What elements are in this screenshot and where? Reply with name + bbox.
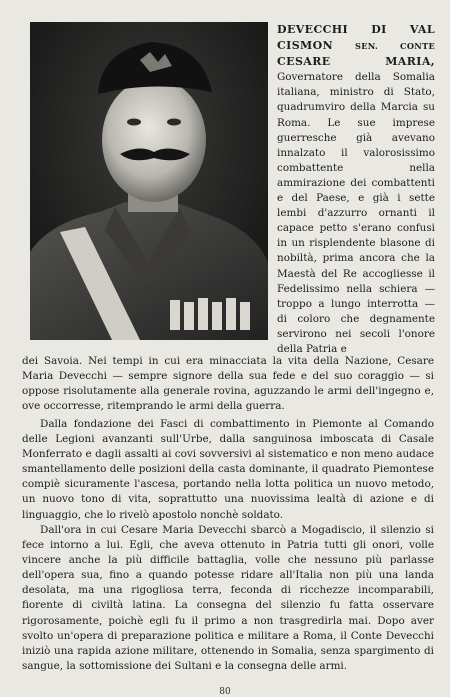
caption-column (277, 22, 435, 357)
caption-name: DEVECCHI DI VAL CISMON (277, 23, 435, 53)
portrait-photograph (30, 22, 268, 340)
caption-text: Governatore della Somalia italiana, ministro di Stato, quadrumviro della Marcia su Roma. Le sue imprese guerresche già avevano innalzato il valorosissimo combattente nella ammirazione dei combattenti e del Paese, e già i sette lembi d'azzurro ornanti il capace petto s'erano confusi in un risplendente blasone di nobiltà, prima ancora che la Maestà del Re accogliesse il Fedelissimo nella schiera — troppo a lungo interrotta — di coloro che degnamente servirono nei secoli l'onore della Patria e (277, 71, 435, 355)
paragraph-3: Dall'ora in cui Cesare Maria Devecchi sbarcò a Mogadiscio, il silenzio si fece intorno a lui. Egli, che aveva ottenuto in Patria tutti gli onori, volle vincere anche la più difficile battaglia, volle che nessuno più parlasse dell'opera sua, fino a quando potesse ridare all'Italia non più una landa desolata, ma una rigogliosa terra, feconda di ricchezze incomparabili, fiorente di civiltà latina. La consegna del silenzio fu fatta osservare rigorosamente, poichè egli fu il primo a non trasgredirla mai. Dopo aver svolto un'opera di preparazione politica e militare a Roma, il Conte Devecchi iniziò una rapida azione militare, ottenendo in Somalia, senza spargimento di sangue, la sottomissione dei Sultani e la consegna delle armi. (22, 524, 434, 672)
paragraph-1: dei Savoia. Nei tempi in cui era minacciata la vita della Nazione, Cesare Maria Devecchi — sempre signore della sua fede e del suo coraggio — si oppose risolutamente alla generale rovina, aguzzando le armi dell'ingegno e, ove occorresse, ritemprando le armi della guerra. (22, 355, 434, 413)
paragraph-2: Dalla fondazione dei Fasci di combattimento in Piemonte al Comando delle Legioni avanzanti sull'Urbe, dalla sanguinosa imboscata di Casale Monferrato e dagli assalti ai covi sovversivi al sistematico e non meno audace smantellamento delle posizioni della casta dominante, il quadrato Piemontese compiè sicuramente l'ascesa, portando nella lotta politica un nuovo metodo, un nuovo tono di vita, soprattutto una nuovissima lealtà di azione e di linguaggio, che lo rivelò apostolo nonchè soldato. (22, 418, 434, 521)
page-number: 80 (219, 687, 231, 697)
portrait-image (30, 22, 268, 340)
caption-name-2: CESARE MARIA, (277, 55, 435, 69)
caption-title: SEN. CONTE (355, 41, 435, 52)
